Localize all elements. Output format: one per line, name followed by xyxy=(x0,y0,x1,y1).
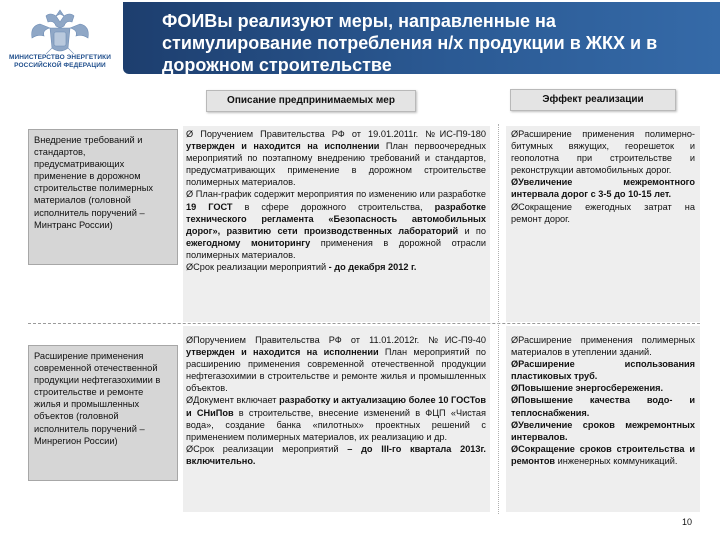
column-header-effect: Эффект реализации xyxy=(510,89,676,111)
effect-item: ØРасширение применения полимерно-битумных вяжущих, георешеток и геополотна при строительстве и реконструкции автомобильных дорог. xyxy=(511,129,695,176)
effect-item: ØУвеличение межремонтного интервала дорог с 3-5 до 10-15 лет. xyxy=(511,177,695,200)
effect-item: ØРасширение использования пластиковых труб. xyxy=(511,359,695,382)
measures-text-roads xyxy=(186,128,486,273)
measure-item: ØПоручением Правительства РФ от 11.01.2012г. №ИС-П9-40 утвержден и находится на исполнении План мероприятий по расширению применения современной отечественной продукции нефтегазохимии в строительстве и ремонте жилья и промышленных объектов. xyxy=(186,335,486,394)
slide-header xyxy=(0,0,720,86)
effect-item: ØУвеличение сроков межремонтных интервалов. xyxy=(511,419,695,442)
measure-item: Ø Поручением Правительства РФ от 19.01.2011г. №ИС-П9-180 утвержден и находится на исполнении План первоочередных мероприятий по поэтапному внедрению требований и стандартов, предусматривающих применение в дорожном строительстве полимерных материалов. xyxy=(186,129,486,188)
measure-item: ØДокумент включает разработку и актуализацию более 10 ГОСТов и СНиПов в строительстве, внесение изменений в ФЦП «Чистая вода», создание банка «пилотных» проектных решений с применением полимерных материалов, их реализацию и др. xyxy=(186,395,486,442)
ministry-emblem-icon xyxy=(6,4,114,84)
measure-item: Ø План-график содержит мероприятия по изменению или разработке 19 ГОСТ в сфере дорожного строительства, разработке технического регламента «Безопасность автомобильных дорог», развитию сети производственных лабораторий и по ежегодному мониторингу применения в дорожной отрасли полимерных материалов. xyxy=(186,189,486,260)
measure-item: ØСрок реализации мероприятий – до III-го квартала 2013г. включительно. xyxy=(186,443,486,466)
measure-item: ØСрок реализации мероприятий - до декабря 2012 г. xyxy=(186,262,417,273)
ministry-name: МИНИСТЕРСТВО ЭНЕРГЕТИКИ РОССИЙСКОЙ ФЕДЕРАЦИИ xyxy=(9,54,111,69)
column-header-measures: Описание предпринимаемых мер xyxy=(206,90,416,112)
page-number: 10 xyxy=(682,517,693,527)
measures-text-housing xyxy=(186,334,486,467)
effect-item: ØСокращение ежегодных затрат на ремонт дорог. xyxy=(511,201,695,224)
page-title: ФОИВы реализуют меры, направленные на стимулирование потребления н/х продукции в ЖКХ и в дорожном строительстве xyxy=(162,11,658,75)
effect-item: ØПовышение энергосбережения. xyxy=(511,383,664,394)
effect-item: ØСокращение сроков строительства и ремонтов инженерных коммуникаций. xyxy=(511,443,695,466)
area-box-housing: Расширение применения современной отечественной продукции нефтегазохимии в строительстве и ремонте жилья и промышленных объектов (головной исполнитель поручений – Минрегион России) xyxy=(28,345,178,481)
row-divider xyxy=(28,323,700,324)
effect-item: ØПовышение качества водо- и теплоснабжения. xyxy=(511,395,695,418)
area-box-roads: Внедрение требований и стандартов, предусматривающих применение в дорожном строительстве полимерных материалов (головной исполнитель поручений – Минтранс России) xyxy=(28,129,178,265)
effect-item: ØРасширение применения полимерных материалов в утеплении зданий. xyxy=(511,335,695,358)
column-divider xyxy=(498,124,499,514)
effect-text-housing xyxy=(511,334,695,467)
effect-text-roads xyxy=(511,128,695,225)
